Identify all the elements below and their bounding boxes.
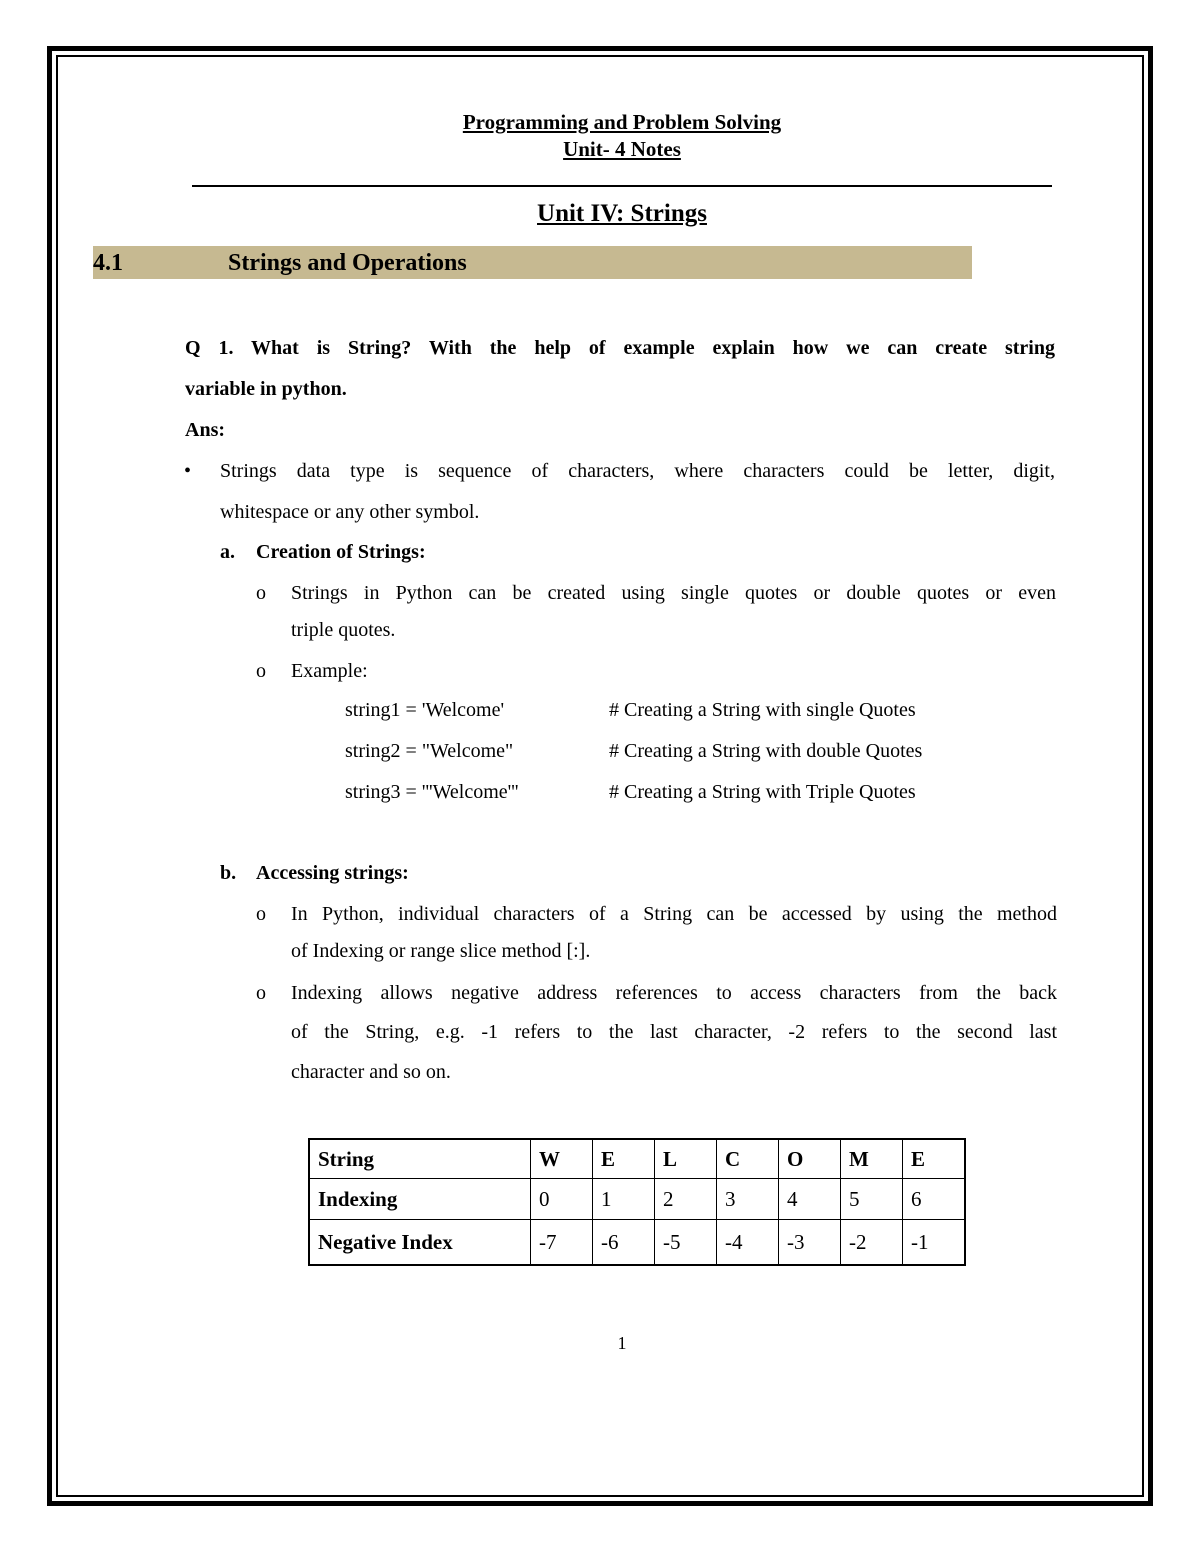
accessing-point2-line-3: character and so on. — [291, 1061, 451, 1083]
section-heading-bar — [93, 246, 972, 279]
course-title: Programming and Problem Solving — [462, 110, 782, 134]
code-comment-3: # Creating a String with Triple Quotes — [609, 781, 916, 803]
section-number: 4.1 — [93, 250, 123, 276]
table-row — [309, 1220, 965, 1266]
table-cell: -7 — [531, 1220, 593, 1266]
question-line-1: Q 1. What is String? With the help of example explain how we can create string — [185, 337, 1055, 359]
table-cell: 0 — [531, 1179, 593, 1220]
table-cell: E — [593, 1139, 655, 1179]
accessing-point1-line-2: of Indexing or range slice method [:]. — [291, 940, 591, 962]
row-header: Indexing — [309, 1179, 531, 1220]
table-cell: -3 — [779, 1220, 841, 1266]
table-cell: E — [903, 1139, 966, 1179]
creation-point-line-2: triple quotes. — [291, 619, 396, 641]
table-cell: -4 — [717, 1220, 779, 1266]
sub-bullet-icon: o — [256, 582, 266, 604]
accessing-point2-line-2: of the String, e.g. -1 refers to the last character, -2 refers to the second last — [291, 1021, 1057, 1043]
definition-line-2: whitespace or any other symbol. — [220, 501, 480, 523]
definition-line-1: Strings data type is sequence of characters, where characters could be letter, digit, — [220, 460, 1055, 482]
example-label: Example: — [291, 660, 368, 682]
question-text — [185, 328, 1055, 410]
creation-point-line-1: Strings in Python can be created using single quotes or double quotes or even — [291, 582, 1056, 604]
code-line-3: string3 = '''Welcome''' — [345, 781, 519, 803]
unit-title: Unit IV: Strings — [537, 200, 707, 227]
table-cell: M — [841, 1139, 903, 1179]
sub-bullet-icon: o — [256, 660, 266, 682]
answer-label: Ans: — [185, 419, 226, 441]
accessing-point2-line-1: Indexing allows negative address references to access characters from the back — [291, 982, 1057, 1004]
question-line-2: variable in python. — [185, 378, 347, 400]
sub-bullet-icon: o — [256, 903, 266, 925]
table-cell: 3 — [717, 1179, 779, 1220]
table-cell: C — [717, 1139, 779, 1179]
code-line-2: string2 = "Welcome" — [345, 740, 514, 762]
table-cell: -1 — [903, 1220, 966, 1266]
section-title: Strings and Operations — [228, 250, 467, 276]
code-comment-1: # Creating a String with single Quotes — [609, 699, 916, 721]
table-cell: 5 — [841, 1179, 903, 1220]
table-cell: -5 — [655, 1220, 717, 1266]
page-number: 1 — [617, 1333, 627, 1353]
row-header: Negative Index — [309, 1220, 531, 1266]
header-divider — [192, 185, 1052, 187]
table-cell: 6 — [903, 1179, 966, 1220]
notes-label: Unit- 4 Notes — [563, 137, 681, 161]
table-cell: -2 — [841, 1220, 903, 1266]
code-line-1: string1 = 'Welcome' — [345, 699, 505, 721]
bullet-icon: • — [184, 460, 192, 482]
table-row — [309, 1139, 965, 1179]
row-header: String — [309, 1139, 531, 1179]
code-comment-2: # Creating a String with double Quotes — [609, 740, 923, 762]
table-cell: -6 — [593, 1220, 655, 1266]
sub-bullet-icon: o — [256, 982, 266, 1004]
table-cell: 1 — [593, 1179, 655, 1220]
table-cell: 2 — [655, 1179, 717, 1220]
creation-marker: a. — [220, 541, 235, 563]
index-table — [308, 1138, 966, 1266]
accessing-point1-line-1: In Python, individual characters of a String can be accessed by using the method — [291, 903, 1057, 925]
table-cell: W — [531, 1139, 593, 1179]
creation-heading: Creation of Strings: — [256, 541, 426, 563]
accessing-marker: b. — [220, 862, 237, 884]
table-row — [309, 1179, 965, 1220]
table-cell: O — [779, 1139, 841, 1179]
accessing-heading: Accessing strings: — [256, 862, 409, 884]
table-cell: L — [655, 1139, 717, 1179]
table-cell: 4 — [779, 1179, 841, 1220]
